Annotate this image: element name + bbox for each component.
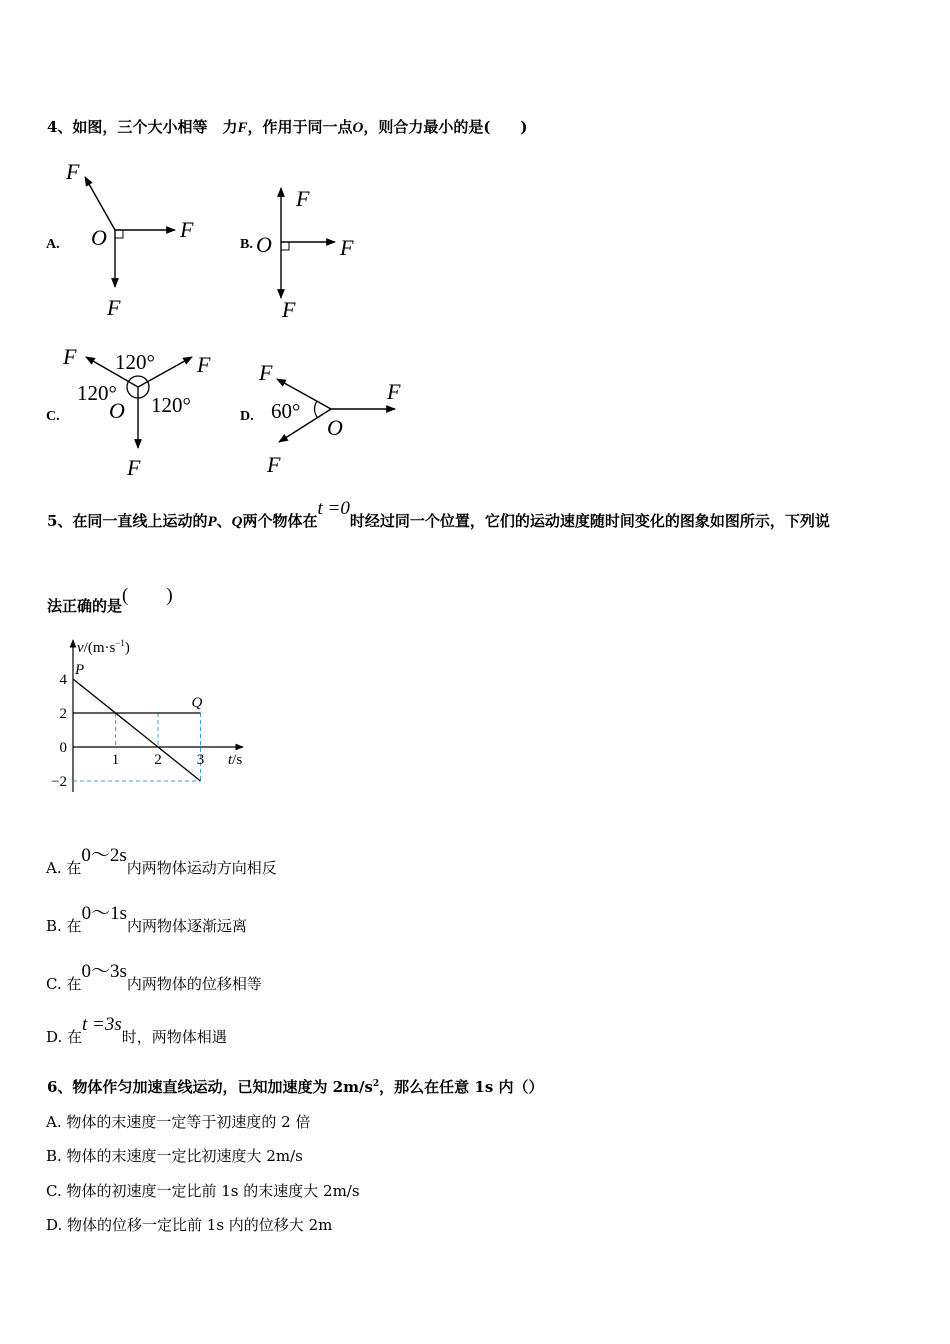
angle-label: 120° bbox=[77, 381, 117, 405]
force-label: F bbox=[296, 186, 310, 211]
q5-option-b[interactable] bbox=[46, 903, 247, 937]
q6-stem bbox=[47, 1076, 544, 1097]
q4-stem-mid: ，作用于同一点 bbox=[247, 118, 353, 136]
angle-arc bbox=[315, 401, 318, 417]
q6-stem-suffix: ，那么在任意 1s 内（） bbox=[379, 1078, 544, 1096]
x-tick-label: 1 bbox=[111, 752, 120, 768]
q6-option-b[interactable]: B. 物体的末速度一定比初速度大 2m/s bbox=[46, 1147, 303, 1165]
q5-option-a[interactable] bbox=[46, 845, 277, 879]
q4-option-b-label: B. bbox=[240, 237, 253, 252]
x-tick-label: 3 bbox=[196, 752, 205, 768]
q4-figure-d bbox=[255, 355, 415, 480]
q5-option-b-text: 内两物体逐渐远离 bbox=[126, 917, 247, 935]
y-tick-label: −2 bbox=[51, 774, 67, 790]
q4-stem-suffix: ，则合力最小的是( ) bbox=[363, 118, 528, 136]
q5-option-c-math: 0～3s bbox=[81, 961, 127, 982]
q5-time-zero: t =0 bbox=[317, 498, 350, 519]
q4-option-c-label: C. bbox=[46, 409, 60, 424]
q5-object-q: Q bbox=[231, 514, 243, 530]
q5-option-a-math: 0～2s bbox=[81, 845, 127, 866]
q4-stem bbox=[47, 116, 528, 137]
force-label: F bbox=[387, 379, 401, 404]
series-p-label: P bbox=[75, 662, 85, 678]
series-p-line bbox=[73, 679, 201, 781]
force-label: F bbox=[282, 297, 296, 322]
q5-answer-paren: ( ) bbox=[122, 585, 173, 606]
q4-stem-prefix: 4、如图，三个大小相等 力 bbox=[47, 118, 238, 136]
q5-option-d-text: 时，两物体相遇 bbox=[121, 1028, 227, 1046]
point-o-label: O bbox=[256, 232, 272, 257]
q6-stem-superscript: 2 bbox=[372, 1079, 380, 1089]
angle-label: 60° bbox=[271, 399, 301, 423]
force-label: F bbox=[197, 352, 211, 377]
q5-option-c-prefix: C. 在 bbox=[46, 975, 82, 993]
force-arrow bbox=[85, 177, 115, 230]
q5-option-a-prefix: A. 在 bbox=[46, 859, 82, 877]
force-label: F bbox=[63, 344, 77, 369]
vt-chart bbox=[40, 630, 270, 810]
x-tick-label: 2 bbox=[154, 752, 162, 768]
q5-option-d-math: t =3s bbox=[82, 1014, 122, 1035]
angle-label: 120° bbox=[151, 393, 191, 417]
q5-stem-mid: 两个物体在 bbox=[242, 512, 318, 530]
q4-force-symbol: F bbox=[237, 120, 248, 136]
force-label: F bbox=[340, 235, 354, 260]
y-tick-label: 2 bbox=[59, 706, 67, 722]
q6-stem-prefix: 6、物体作匀加速直线运动，已知加速度为 2m/s bbox=[47, 1078, 373, 1096]
q5-option-a-text: 内两物体运动方向相反 bbox=[126, 859, 277, 877]
q6-option-d[interactable]: D. 物体的位移一定比前 1s 内的位移大 2m bbox=[46, 1216, 333, 1234]
q5-stem-line2 bbox=[47, 585, 173, 617]
force-label: F bbox=[127, 455, 141, 480]
right-angle-mark bbox=[115, 230, 123, 238]
q6-option-a[interactable]: A. 物体的末速度一定等于初速度的 2 倍 bbox=[46, 1113, 311, 1131]
y-tick-label: 0 bbox=[59, 740, 67, 756]
force-label: F bbox=[180, 217, 194, 242]
q5-separator: 、 bbox=[216, 512, 232, 530]
q4-figure-b bbox=[250, 180, 380, 330]
q5-stem bbox=[47, 498, 830, 532]
q4-option-a-label: A. bbox=[46, 237, 60, 252]
force-label: F bbox=[259, 360, 273, 385]
y-tick-label: 4 bbox=[59, 672, 67, 688]
q5-option-d[interactable] bbox=[46, 1014, 227, 1048]
q4-figure-a bbox=[60, 155, 210, 325]
q5-option-c-text: 内两物体的位移相等 bbox=[126, 975, 262, 993]
force-label: F bbox=[66, 159, 80, 184]
force-label: F bbox=[267, 452, 281, 477]
q5-option-b-math: 0～1s bbox=[81, 903, 127, 924]
q5-stem-line2-text: 法正确的是 bbox=[47, 597, 123, 615]
q4-option-d-label: D. bbox=[240, 409, 254, 424]
q5-stem-suffix: 时经过同一个位置，它们的运动速度随时间变化的图象如图所示，下列说 bbox=[349, 512, 830, 530]
angle-label: 120° bbox=[115, 350, 155, 374]
point-o-label: O bbox=[327, 415, 343, 440]
point-o-label: O bbox=[109, 398, 125, 423]
y-axis-label: $v/(m\cdot s^{-1})$ bbox=[77, 638, 130, 656]
q4-point-symbol: O bbox=[352, 120, 364, 136]
force-label: F bbox=[107, 295, 121, 320]
q5-option-c[interactable] bbox=[46, 961, 262, 995]
q5-option-b-prefix: B. 在 bbox=[46, 917, 82, 935]
series-q-label: Q bbox=[191, 695, 203, 711]
q5-object-p: P bbox=[207, 514, 217, 530]
q4-figure-c bbox=[60, 340, 230, 485]
x-axis-label: t/s bbox=[228, 752, 243, 768]
q5-stem-prefix: 5、在同一直线上运动的 bbox=[47, 512, 208, 530]
point-o-label: O bbox=[91, 225, 107, 250]
q6-option-c[interactable]: C. 物体的初速度一定比前 1s 的末速度大 2m/s bbox=[46, 1182, 360, 1200]
q5-option-d-prefix: D. 在 bbox=[46, 1028, 83, 1046]
right-angle-mark bbox=[281, 242, 289, 250]
